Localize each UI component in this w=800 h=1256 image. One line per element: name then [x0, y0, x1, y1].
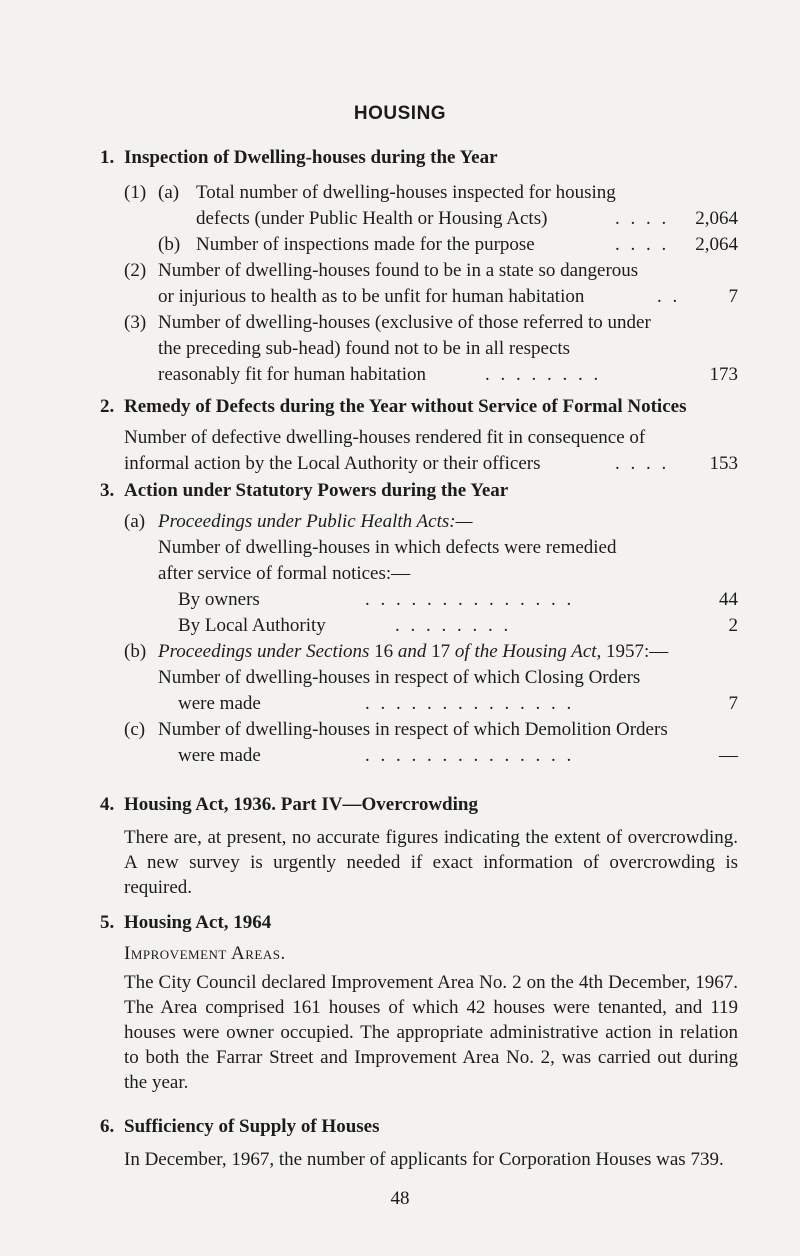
section-5-subheading-row — [0, 941, 800, 967]
item-value: 44 — [719, 589, 738, 610]
section-subheading: Improvement Areas. — [124, 943, 286, 964]
item-label: (2) — [124, 260, 147, 281]
section-4 — [0, 794, 800, 898]
item-text: Number of dwelling-houses in respect of which Demolition Orders — [158, 719, 668, 740]
section-heading: Sufficiency of Supply of Houses — [124, 1116, 380, 1137]
item-label: (a) — [124, 511, 146, 532]
section-heading: Remedy of Defects during the Year without Service of Formal Notices — [124, 396, 687, 417]
item-text: Number of dwelling-houses in respect of which Closing Orders — [158, 667, 641, 688]
item-3-line-2 — [0, 336, 800, 362]
section-5-paragraph: The City Council declared Improvement Area No. 2 on the 4th December, 1967. The Area comprised 161 houses of which 42 houses were tenanted, and 119 houses were owner occupied. The appropriate administrative action in relation to both the Farrar Street and Improvement Area No. 2, was carried out during the year. — [124, 972, 738, 1093]
section-2 — [0, 396, 800, 477]
section-heading: Action under Statutory Powers during the Year — [124, 480, 509, 501]
item-1a-line-1 — [0, 180, 800, 206]
dot-leader: . . . . . . . . . . . . . . — [365, 589, 575, 610]
item-value: 173 — [709, 364, 738, 385]
item-3-line-3 — [0, 362, 800, 388]
page-title: HOUSING — [353, 103, 447, 124]
s3b-line-2 — [0, 691, 800, 717]
section-6-header — [0, 1116, 800, 1142]
item-label: (1) — [124, 182, 147, 203]
s3a-owners — [0, 587, 800, 613]
section-4-paragraph: There are, at present, no accurate figures indicating the extent of overcrowding. A new survey is urgently needed if exact information of overcrowding is required. — [124, 827, 738, 898]
item-value: — — [719, 745, 738, 766]
dot-leader: . . . . — [615, 453, 670, 474]
title-part: Proceedings under Sections — [158, 641, 370, 662]
s3c-line-1 — [0, 717, 800, 743]
item-text: By Local Authority — [178, 615, 326, 636]
title-part: of the Housing Act, — [454, 641, 602, 662]
page-number: 48 — [390, 1188, 410, 1209]
item-value: 2 — [728, 615, 738, 636]
item-1a-line-2 — [0, 206, 800, 232]
item-text: Number of dwelling-houses found to be in a state so dangerous — [158, 260, 639, 281]
s3a-local-authority — [0, 613, 800, 639]
item-text: reasonably fit for human habitation — [158, 364, 427, 385]
item-value: 2,064 — [695, 234, 738, 255]
s2-line-2 — [0, 451, 800, 477]
item-2-line-2 — [0, 284, 800, 310]
section-2-header — [0, 396, 800, 422]
section-4-header — [0, 794, 800, 820]
s3c-line-2 — [0, 743, 800, 769]
dot-leader: . . . . . . . . — [395, 615, 512, 636]
item-text: Number of defective dwelling-houses rendered fit in consequence of — [124, 427, 646, 448]
title-part: 16 — [374, 641, 394, 662]
title-part: and — [397, 641, 427, 662]
s3a-title — [0, 509, 800, 535]
item-text: defects (under Public Health or Housing Acts) — [196, 208, 548, 229]
item-text: were made — [178, 745, 261, 766]
item-label: (b) — [158, 234, 181, 255]
dot-leader: . . . . . . . . . . . . . . — [365, 693, 575, 714]
s3a-line-2 — [0, 561, 800, 587]
item-text: Number of dwelling-houses (exclusive of those referred to under — [158, 312, 651, 333]
item-label: (b) — [124, 641, 147, 662]
section-number: 1. — [100, 147, 115, 168]
item-title: Proceedings under Public Health Acts:— — [158, 511, 473, 532]
section-3-header — [0, 480, 800, 506]
item-title — [158, 639, 668, 665]
section-heading: Inspection of Dwelling-houses during the Year — [124, 147, 498, 168]
item-3-line-1 — [0, 310, 800, 336]
section-heading: Housing Act, 1936. Part IV—Overcrowding — [124, 794, 478, 815]
section-number: 5. — [100, 912, 115, 933]
item-text: informal action by the Local Authority or their officers — [124, 453, 541, 474]
item-value: 153 — [709, 453, 738, 474]
s3a-line-1 — [0, 535, 800, 561]
item-text: Total number of dwelling-houses inspected for housing — [196, 182, 616, 203]
section-number: 3. — [100, 480, 115, 501]
section-3 — [0, 480, 800, 769]
item-2-line-1 — [0, 258, 800, 284]
section-1 — [0, 147, 800, 388]
title-part: 1957:— — [606, 641, 669, 662]
item-value: 7 — [728, 693, 738, 714]
item-text: By owners — [178, 589, 260, 610]
section-number: 6. — [100, 1116, 115, 1137]
section-6-paragraph: In December, 1967, the number of applicants for Corporation Houses was 739. — [124, 1149, 724, 1170]
section-number: 4. — [100, 794, 115, 815]
section-5-header — [0, 912, 800, 938]
s2-line-1 — [0, 425, 800, 451]
s3b-line-1 — [0, 665, 800, 691]
item-text: Number of inspections made for the purpose — [196, 234, 535, 255]
item-1b — [0, 232, 800, 258]
item-value: 7 — [728, 286, 738, 307]
item-text: Number of dwelling-houses in which defects were remedied — [158, 537, 617, 558]
dot-leader: . . . . — [615, 234, 670, 255]
section-number: 2. — [100, 396, 115, 417]
item-label: (c) — [124, 719, 146, 740]
item-text: after service of formal notices:— — [158, 563, 411, 584]
item-label: (a) — [158, 182, 180, 203]
item-text: or injurious to health as to be unfit for human habitation — [158, 286, 585, 307]
dot-leader: . . . . . . . . . . . . . . — [365, 745, 575, 766]
item-value: 2,064 — [695, 208, 738, 229]
dot-leader: . . . . . . . . — [485, 364, 602, 385]
item-text: the preceding sub-head) found not to be in all respects — [158, 338, 571, 359]
dot-leader: . . . . — [615, 208, 670, 229]
section-heading: Housing Act, 1964 — [124, 912, 272, 933]
section-5 — [0, 912, 800, 1093]
item-text: were made — [178, 693, 261, 714]
dot-leader: . . — [657, 286, 681, 307]
section-1-header — [0, 147, 800, 173]
title-part: 17 — [431, 641, 451, 662]
section-6 — [0, 1116, 800, 1170]
item-label: (3) — [124, 312, 147, 333]
s3b-title — [0, 639, 800, 665]
